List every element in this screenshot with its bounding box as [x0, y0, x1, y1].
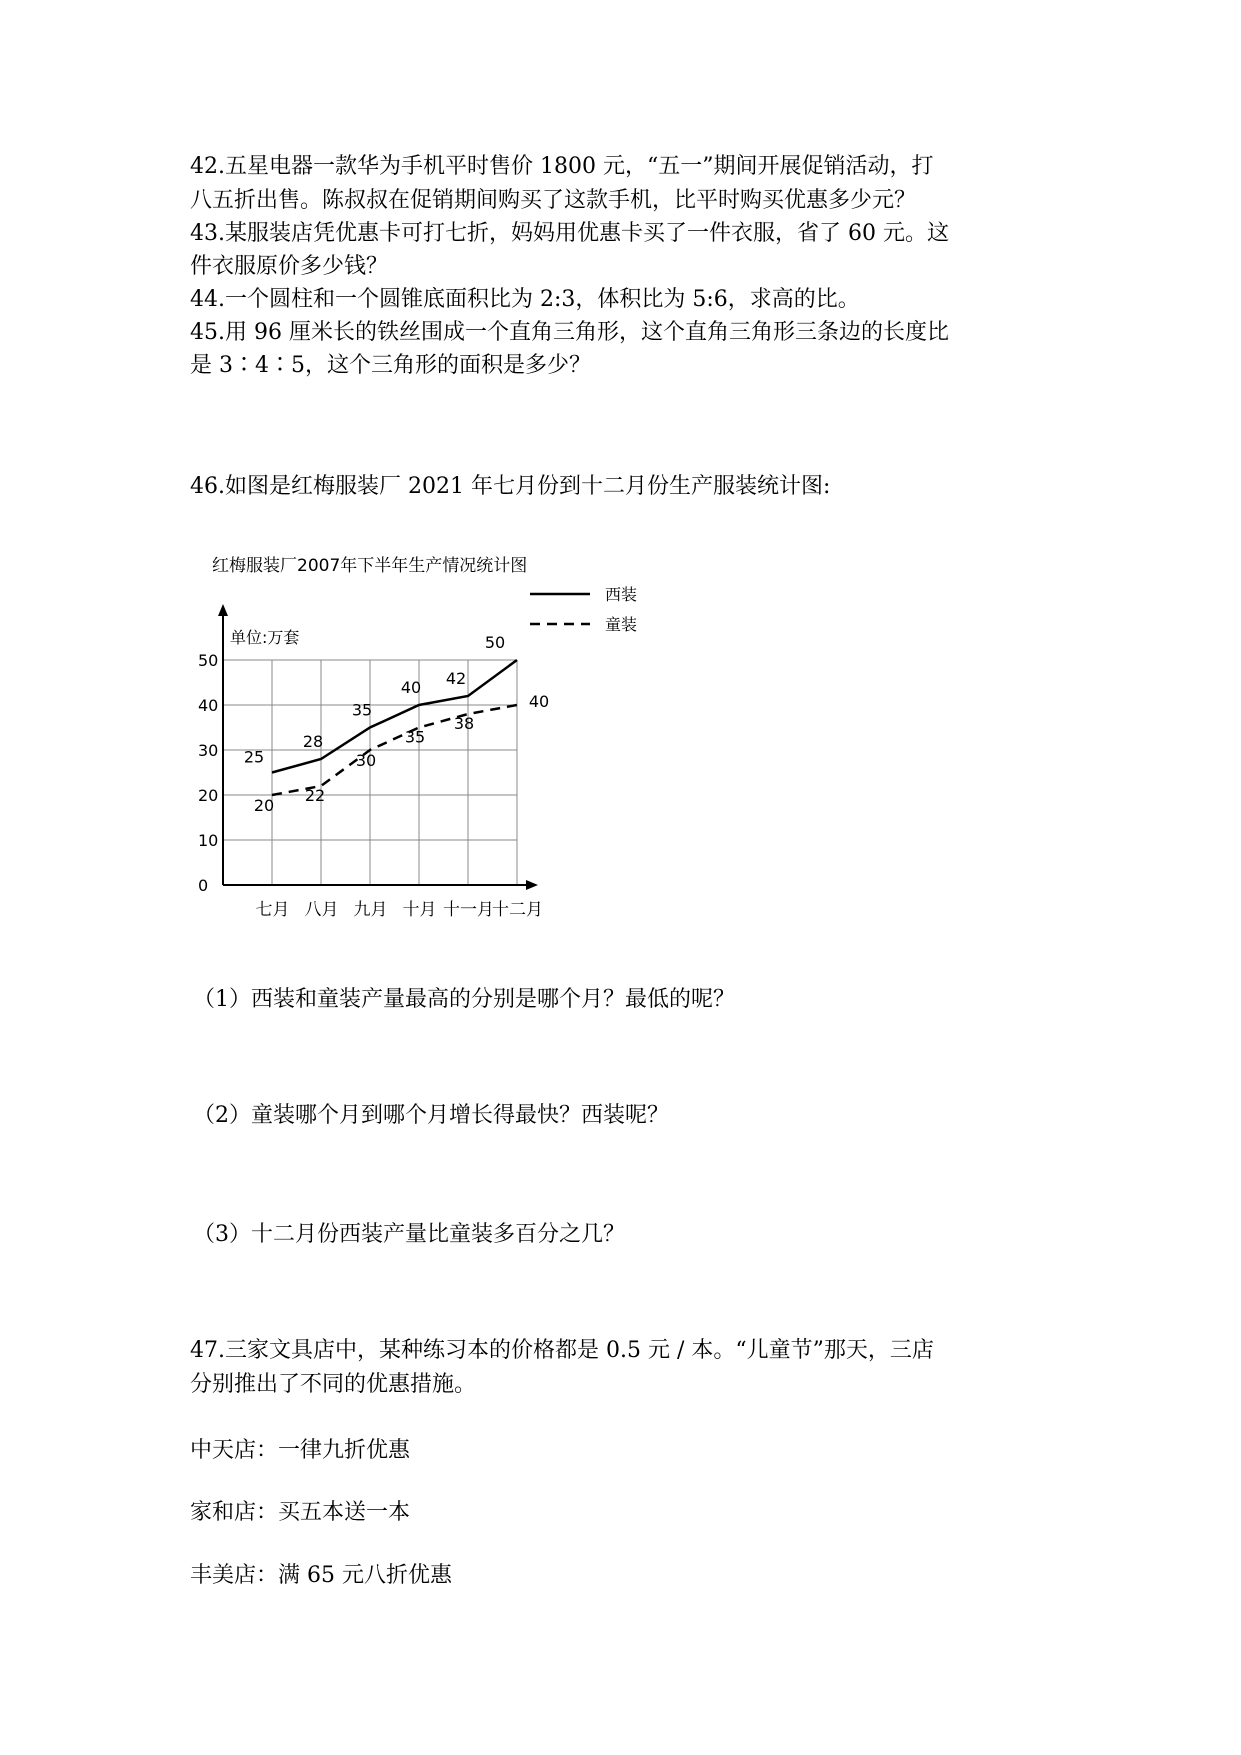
y-axis-arrow [218, 604, 228, 616]
x-tick-label: 十一月 [443, 900, 494, 920]
store-zhongtian: 中天店：一律九折优惠 [190, 1438, 411, 1463]
q42-line-1: 42.五星电器一款华为手机平时售价 1800 元，“五一”期间开展促销活动，打 [190, 154, 934, 179]
q46-text: 46.如图是红梅服装厂 2021 年七月份到十二月份生产服装统计图: [190, 474, 831, 499]
q46-sub-1: （1）西装和童装产量最高的分别是哪个月？最低的呢？ [193, 987, 735, 1012]
q47-line-2: 分别推出了不同的优惠措施。 [190, 1372, 477, 1397]
y-tick-label: 0 [198, 876, 209, 895]
q46-sub-2: （2）童装哪个月到哪个月增长得最快？西装呢？ [193, 1103, 669, 1128]
production-line-chart [190, 548, 660, 928]
store-jiahe: 家和店：买五本送一本 [190, 1500, 411, 1525]
chart-title: 红梅服装厂2007年下半年生产情况统计图 [212, 556, 528, 576]
x-tick-label: 九月 [353, 900, 388, 920]
y-tick-label: 40 [198, 696, 219, 715]
data-label: 50 [484, 633, 506, 652]
y-tick-label: 50 [198, 651, 219, 670]
series-line-suits [272, 660, 517, 773]
q45-line-2: 是 3∶4∶5，这个三角形的面积是多少？ [190, 353, 591, 378]
data-label: 25 [243, 747, 265, 767]
q47-line-1: 47.三家文具店中，某种练习本的价格都是 0.5 元 / 本。“儿童节”那天，三店 [190, 1338, 934, 1363]
y-tick-label: 10 [198, 831, 219, 850]
data-label: 20 [253, 796, 275, 815]
x-tick-label: 十二月 [492, 900, 543, 920]
legend-label-suits: 西装 [605, 585, 638, 604]
q46-sub-3: （3）十二月份西装产量比童装多百分之几？ [193, 1222, 625, 1247]
data-label: 40 [400, 678, 422, 697]
q43-line-2: 件衣服原价多少钱？ [190, 254, 389, 279]
y-axis-ticks [198, 651, 218, 895]
legend-label-kids: 童装 [605, 615, 638, 634]
data-label: 35 [351, 700, 373, 720]
data-label: 40 [528, 692, 550, 711]
y-tick-label: 20 [198, 786, 219, 805]
x-tick-label: 十月 [402, 900, 437, 920]
data-label: 22 [304, 786, 326, 805]
data-label: 38 [453, 714, 475, 733]
x-axis-ticks [256, 900, 544, 920]
x-tick-label: 七月 [255, 900, 290, 920]
q42-line-2: 八五折出售。陈叔叔在促销期间购买了这款手机，比平时购买优惠多少元？ [190, 188, 917, 213]
data-label: 30 [355, 751, 377, 770]
q44-text: 44.一个圆柱和一个圆锥底面积比为 2:3，体积比为 5:6，求高的比。 [190, 287, 860, 312]
data-label: 42 [445, 669, 467, 688]
q43-line-1: 43.某服装店凭优惠卡可打七折，妈妈用优惠卡买了一件衣服，省了 60 元。这 [190, 221, 949, 246]
unit-label: 单位:万套 [230, 628, 300, 647]
store-fengmei: 丰美店：满 65 元八折优惠 [190, 1563, 452, 1588]
data-label: 35 [404, 727, 426, 747]
x-axis-arrow [526, 880, 538, 890]
q45-line-1: 45.用 96 厘米长的铁丝围成一个直角三角形，这个直角三角形三条边的长度比 [190, 320, 949, 345]
x-tick-label: 八月 [304, 900, 339, 920]
y-tick-label: 30 [198, 741, 219, 760]
data-label: 28 [302, 732, 324, 751]
